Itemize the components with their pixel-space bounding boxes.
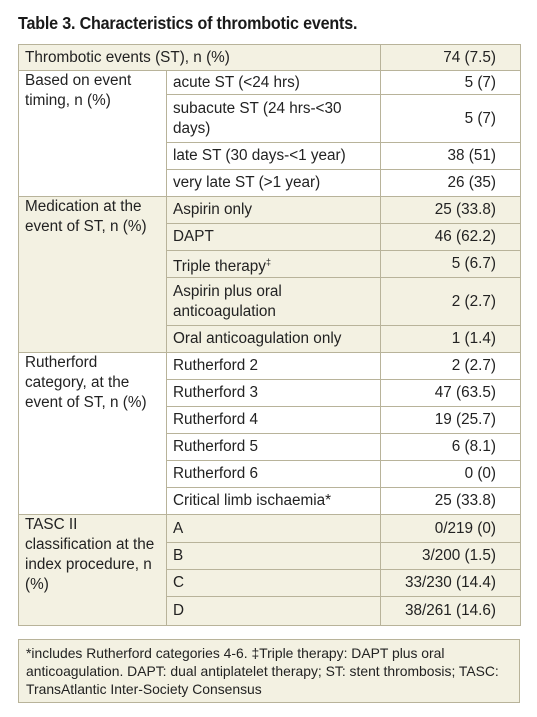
row-label: acute ST (<24 hrs) <box>167 71 381 95</box>
row-label: DAPT <box>167 224 381 251</box>
row-value: 33/230 (14.4) <box>381 570 521 597</box>
row-value: 2 (2.7) <box>381 353 521 380</box>
row-value: 26 (35) <box>381 170 521 197</box>
row-label: Rutherford 3 <box>167 380 381 407</box>
group-label: Rutherford category, at the event of ST, n (%) <box>19 353 167 515</box>
row-value: 3/200 (1.5) <box>381 543 521 570</box>
row-value: 6 (8.1) <box>381 434 521 461</box>
group-label: Medication at the event of ST, n (%) <box>19 197 167 353</box>
row-label: C <box>167 570 381 597</box>
row-value: 0/219 (0) <box>381 515 521 543</box>
table-row <box>19 353 521 380</box>
row-label: Aspirin only <box>167 197 381 224</box>
row-value: 25 (33.8) <box>381 488 521 515</box>
row-label: D <box>167 597 381 626</box>
row-value: 1 (1.4) <box>381 326 521 353</box>
row-value: 38/261 (14.6) <box>381 597 521 626</box>
row-value: 74 (7.5) <box>381 45 521 71</box>
row-value: 5 (6.7) <box>381 251 521 278</box>
table-row <box>19 45 521 71</box>
group-label: Based on event timing, n (%) <box>19 71 167 197</box>
table-row <box>19 515 521 543</box>
row-label: Oral anticoagulation only <box>167 326 381 353</box>
row-value: 25 (33.8) <box>381 197 521 224</box>
row-label: subacute ST (24 hrs-<30 days) <box>167 95 381 143</box>
table-footnote: *includes Rutherford categories 4-6. ‡Triple therapy: DAPT plus oral anticoagulation. DAPT: dual antiplatelet therapy; ST: stent thrombosis; TASC: TransAtlantic Inter-Society Consensus <box>18 639 520 703</box>
row-label: Rutherford 5 <box>167 434 381 461</box>
row-label: late ST (30 days-<1 year) <box>167 143 381 170</box>
footnote-marker: ‡ <box>265 256 271 267</box>
group-label: TASC II classification at the index procedure, n (%) <box>19 515 167 626</box>
row-label-text: Triple therapy <box>173 257 266 275</box>
row-label: Rutherford 6 <box>167 461 381 488</box>
row-value: 5 (7) <box>381 71 521 95</box>
row-label: very late ST (>1 year) <box>167 170 381 197</box>
row-value: 0 (0) <box>381 461 521 488</box>
row-value: 2 (2.7) <box>381 278 521 326</box>
table-row <box>19 197 521 224</box>
characteristics-table <box>18 44 521 626</box>
row-label: Thrombotic events (ST), n (%) <box>19 45 381 71</box>
row-value: 38 (51) <box>381 143 521 170</box>
table-title: Table 3. Characteristics of thrombotic events. <box>18 13 358 33</box>
row-label: B <box>167 543 381 570</box>
row-label: A <box>167 515 381 543</box>
row-label: Rutherford 4 <box>167 407 381 434</box>
row-label: Critical limb ischaemia* <box>167 488 381 515</box>
row-value: 5 (7) <box>381 95 521 143</box>
row-value: 46 (62.2) <box>381 224 521 251</box>
row-value: 47 (63.5) <box>381 380 521 407</box>
row-value: 19 (25.7) <box>381 407 521 434</box>
row-label <box>167 251 381 278</box>
row-label: Aspirin plus oral anticoagulation <box>167 278 381 326</box>
row-label: Rutherford 2 <box>167 353 381 380</box>
table-row <box>19 71 521 95</box>
